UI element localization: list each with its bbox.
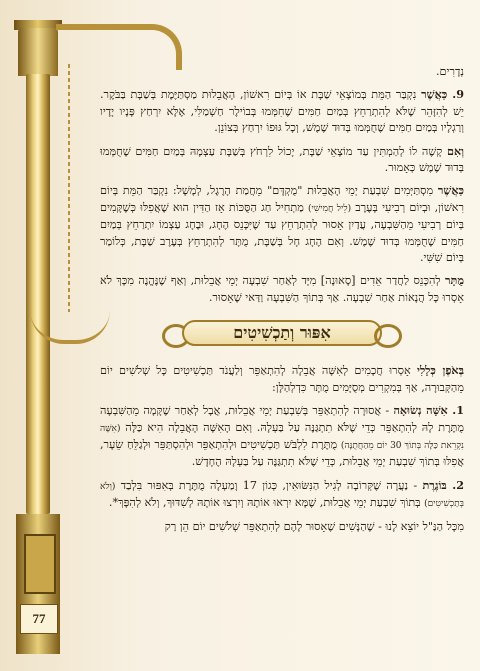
banner-scroll-right-icon xyxy=(374,324,402,348)
paragraph-continuation xyxy=(100,64,464,80)
paragraph-lead: וְאִם xyxy=(446,143,464,158)
text-column xyxy=(100,64,464,671)
paragraph-lead: 9. כַּאֲשֶׁר xyxy=(421,87,464,102)
paragraph-lead: 1. אִשָּׁה נְשׂוּאָה xyxy=(393,403,464,418)
paragraph-2 xyxy=(100,477,464,513)
paragraph-klal xyxy=(100,362,464,396)
paragraph-lead: בְּאֹפֶן כְּלָלִי xyxy=(417,363,464,378)
section-banner xyxy=(162,316,402,350)
paragraph-note: (אִשָּׁה נִקְרֵאת כַּלָּה בְּתוֹךְ 30 יוֹם מֵהַחֲתֻנָּה) xyxy=(100,423,464,451)
paragraph-1 xyxy=(100,402,464,471)
page-number: 77 xyxy=(20,604,58,634)
paragraph-text: מִכָּל הַנַּ"ל יוֹצֵא לָנוּ - שֶׁהַנָּשִׁים שֶׁאָסוּר לָהֶם לְהִתְאַפֵּר שְׁלֹשִׁים יוֹם הֵן רַק xyxy=(164,519,464,533)
paragraph-text: בְּתוֹךְ שִׁבְעַת יְמֵי אֲבֵלוּת, שֶׁמָּא יִרְאוּ אוֹתָהּ וְיִרְצוּ אוֹתָהּ לְשִׁדּוּךְ, וְלֹא לְהִפָּךְ*. xyxy=(108,496,425,510)
paragraph-text: מַתְחִיל חַג הַסֻּכּוֹת אָז הַדִּין הוּא שֶׁאֲפִלּוּ כְּשֶׁקָּמִים בְּיוֹם רְבִיעִי מֵהַשִּׁבְעָה, עֲדַיִן אָסוּר לְהִתְרַחֵץ עַד שֶׁיִּכָּנֵס הֶחָג, וּבֶחָג עַצְמוֹ יִתְרַחֵץ בְּמַיִם חַמִּים שֶׁחֻמְּמוּ בְּדוּד שֶׁמֶשׁ. וְאִם הֶחָג חָל בְּשַׁבָּת, מֻתָּר לְהִתְרַחֵץ בְּעֶרֶב שַׁבָּת, כְּלוֹמַר בְּיוֹם שִׁשִּׁי. xyxy=(100,200,464,265)
paragraph-note: (לֵיל חֲמִישִׁי) xyxy=(308,203,352,214)
paragraph-lead: מֻתָּר xyxy=(445,273,464,288)
paragraph-text: מִסְתַּיְּמִים שִׁבְעַת יְמֵי הָאֲבֵלוּת "מֻקְדָּם" מֵחֲמַת הָרֶגֶל, לְמָשָׁל: נִקְבַּר הַמֵּת בְּיוֹם רִאשׁוֹן, וּבְיוֹם רְבִיעִי בָּעֶרֶב xyxy=(100,184,464,214)
lamp-chain-ornament xyxy=(68,64,70,312)
paragraph-veim xyxy=(100,143,464,177)
paragraph-text: אָסְרוּ חֲכָמִים לְאִשָּׁה אֲבֵלָה לְהִתְאַפֵּר וְלַעֲנֹד תַּכְשִׁיטִים כָּל שְׁלֹשִׁים יוֹם מֵהַקְּבוּרָה, אַךְ בְּמִקְרִים מְסֻיָּמִים מֻתָּר כִּדְלְהַלָּן: xyxy=(100,364,464,394)
paragraph-text: קָשֶׁה לוֹ לְהַמְתִּין עַד מוֹצָאֵי שַׁבָּת, יָכוֹל לִרְחֹץ בְּשַׁבָּת עַצְמָהּ בְּמַיִם חַמִּים שֶׁחֻמְּמוּ בְּדוּד שֶׁמֶשׁ כְּאָמוּר. xyxy=(100,144,464,175)
paragraph-text: נְדָרִים. xyxy=(436,65,464,78)
paragraph-lead: 2. בּוֹגֶרֶת xyxy=(422,477,464,492)
paragraph-text: לְהִכָּנֵס לַחֲדַר אֵדִים [סָאוּנָה] מִיָּד לְאַחַר שִׁבְעָה יְמֵי אֲבֵלוּת, וְאַף שֶׁנֶּהֱנֶה מִכָּךְ לֹא אָסְרוּ כָּל הֲנָאוֹת אַחַר שִׁבְעָה. אַךְ בְּתוֹךְ הַשִּׁבְעָה וַדַּאי שֶׁאָסוּר. xyxy=(100,274,464,304)
paragraph-kaasher xyxy=(100,182,464,266)
pillar-base-panel xyxy=(24,534,56,594)
paragraph-9 xyxy=(100,86,464,136)
paragraph-text: נִקְבַּר הַמֵּת בְּמוֹצָאֵי שַׁבָּת אוֹ בְּיוֹם רִאשׁוֹן, הָאֲבֵלוּת מַסְתַּיֶּמֶת בְּשַׁבָּת בַּבֹּקֶר. יֵשׁ לְהִזָּהֵר שֶׁלֹּא לְהִתְרַחֵץ בְּמַיִם חַמִּים שֶׁחִמְּמוּ בְּבוֹילֶר חַשְׁמַלִּי, אֶלָּא יִרְחַץ פָּנָיו יָדָיו וְרַגְלָיו בְּמַיִם חַמִּים שֶׁחֻמְּמוּ בְּדוּד שֶׁמֶשׁ, וְכָל גּוּפוֹ יִרְחַץ בְּצוֹנֵן. xyxy=(100,88,464,135)
paragraph-text: - נַעֲרָה שֶׁקְּרוֹבָה לְגִיל הַנִּשּׂוּאִין, כְּגוֹן 17 וָמַעְלָה מֻתֶּרֶת בְּאִפּוּר בִּלְבַד xyxy=(115,478,423,492)
paragraph-note: (וְלֹא בְּתַכְשִׁיטִים) xyxy=(100,481,464,510)
pillar-shaft xyxy=(26,74,50,514)
paragraph-summary xyxy=(100,519,464,535)
paragraph-lead: כַּאֲשֶׁר xyxy=(437,183,464,198)
paragraph-text: - אֲסוּרָה לְהִתְאַפֵּר בְּשִׁבְעַת יְמֵי אֲבֵלוּת, אֲבָל לְאַחַר שֶׁקָּמָה מֵהַשִּׁבְעָה מֻתֶּרֶת לָהּ לְהִתְאַפֵּר כְּדֵי שֶׁלֹּא תִתְגַּנֶּה עַל בַּעְלָהּ. וְאִם הָאִשָּׁה הָאֲבֵלָה הִיא כַּלָּה xyxy=(100,404,464,434)
paragraph-mutar xyxy=(100,272,464,306)
pillar-capital xyxy=(18,28,58,76)
paragraph-text: מֻתֶּרֶת לִלְבֹּשׁ תַּכְשִׁיטִים וּלְהִתְאַפֵּר וּלְהִסְתַּפֵּר וּלְגַלֵּחַ שֵׂעָר, אֲפִלּוּ בְּתוֹךְ שִׁבְעַת יְמֵי אֲבֵלוּת, כְּדֵי שֶׁלֹּא תִתְגַּנֶּה עַל בַּעְלָהּ הֶחָדָשׁ. xyxy=(100,437,464,469)
section-title: אִפּוּר וְתַכְשִׁיטִים xyxy=(233,323,331,343)
